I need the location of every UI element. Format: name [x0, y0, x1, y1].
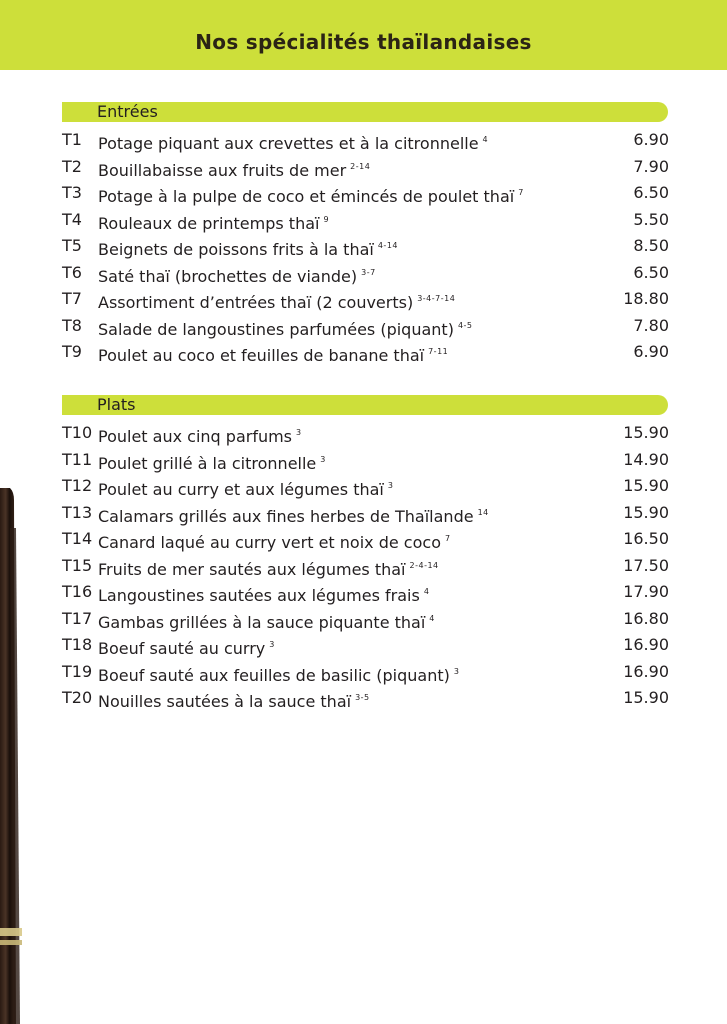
item-price: 15.90 — [623, 423, 669, 442]
item-name-text: Calamars grillés aux fines herbes de Thaïlande — [98, 506, 474, 526]
menu-item-row — [0, 339, 727, 365]
item-price: 15.90 — [623, 476, 669, 495]
item-allergens: 9 — [323, 214, 330, 224]
item-name-text: Poulet grillé à la citronnelle — [98, 453, 317, 473]
item-name-text: Canard laqué au curry vert et noix de coco — [98, 533, 441, 552]
item-code: T11 — [62, 449, 93, 469]
menu-item-row — [0, 180, 727, 206]
item-name — [98, 260, 376, 290]
item-code: T19 — [62, 661, 93, 681]
menu-item-row — [0, 260, 727, 286]
item-price: 6.50 — [633, 183, 669, 202]
item-code: T12 — [62, 476, 93, 495]
item-allergens: 3 — [453, 666, 460, 676]
item-name-text: Salade de langoustines parfumées (piquant) — [98, 319, 454, 339]
menu-item-row — [0, 233, 727, 259]
item-name-text: Beignets de poissons frits à la thaï — [98, 240, 374, 259]
item-price: 6.50 — [633, 262, 669, 282]
menu-item-row — [0, 154, 727, 180]
menu-item-row — [0, 420, 727, 446]
item-allergens: 4 — [482, 135, 489, 144]
item-code: T7 — [62, 289, 82, 308]
menu-item-row — [0, 286, 727, 312]
item-name — [98, 473, 393, 503]
item-allergens: 3-5 — [355, 693, 370, 702]
item-name — [98, 500, 489, 530]
item-code: T10 — [62, 423, 93, 442]
item-price: 16.80 — [623, 608, 669, 628]
item-code: T6 — [62, 262, 82, 282]
item-name — [98, 553, 439, 583]
item-name-text: Potage à la pulpe de coco et émincés de poulet thaï — [98, 187, 515, 206]
item-code: T16 — [62, 582, 93, 601]
item-name — [98, 606, 435, 636]
item-code: T14 — [62, 529, 93, 548]
item-allergens: 3-4-7-14 — [417, 294, 456, 303]
item-name-text: Saté thaï (brochettes de viande) — [98, 266, 358, 286]
item-code: T1 — [62, 130, 82, 149]
item-price: 17.90 — [623, 582, 669, 601]
item-price: 5.50 — [633, 209, 669, 229]
item-price: 6.90 — [633, 130, 669, 149]
item-name — [98, 526, 451, 556]
menu-item-row — [0, 207, 727, 233]
section-label-entrees: Entrées — [97, 102, 158, 121]
item-allergens: 4-14 — [377, 241, 398, 250]
item-price: 7.80 — [633, 315, 669, 335]
section-label-plats: Plats — [97, 395, 136, 414]
menu-item-row — [0, 127, 727, 153]
item-name — [98, 207, 329, 237]
item-code: T9 — [62, 342, 82, 361]
item-name-text: Boeuf sauté au curry — [98, 639, 266, 658]
item-code: T5 — [62, 236, 82, 255]
item-price: 8.50 — [633, 236, 669, 255]
menu-item-row — [0, 313, 727, 339]
menu-item-row — [0, 553, 727, 579]
item-allergens: 3 — [387, 481, 394, 490]
item-allergens: 3 — [320, 454, 326, 464]
item-name — [98, 127, 488, 157]
item-allergens: 3-7 — [361, 267, 376, 277]
item-price: 18.80 — [623, 289, 669, 308]
item-name-text: Poulet aux cinq parfums — [98, 427, 293, 446]
item-allergens: 7 — [444, 534, 451, 543]
item-allergens: 2-4-14 — [409, 560, 439, 570]
item-name-text: Nouilles sautées à la sauce thaï — [98, 692, 352, 711]
item-name — [98, 632, 275, 662]
menu-item-row — [0, 447, 727, 473]
item-name-text: Assortiment d’entrées thaï (2 couverts) — [98, 293, 414, 312]
section-bar-plats — [62, 395, 668, 415]
chopsticks-decoration — [0, 488, 24, 1024]
menu-item-row — [0, 659, 727, 685]
item-name — [98, 339, 448, 369]
item-name-text: Langoustines sautées aux légumes frais — [98, 586, 420, 605]
item-name — [98, 447, 326, 477]
item-price: 16.90 — [623, 661, 669, 681]
item-code: T8 — [62, 315, 82, 335]
item-code: T17 — [62, 608, 93, 628]
item-name-text: Bouillabaisse aux fruits de mer — [98, 160, 347, 180]
item-name — [98, 313, 473, 343]
menu-item-row — [0, 632, 727, 658]
item-allergens: 3 — [269, 640, 275, 649]
item-allergens: 7-11 — [428, 347, 449, 356]
item-code: T13 — [62, 502, 93, 522]
menu-item-row — [0, 579, 727, 605]
item-code: T4 — [62, 209, 82, 229]
item-price: 17.50 — [623, 555, 669, 575]
item-code: T3 — [62, 183, 82, 202]
item-name — [98, 286, 455, 316]
item-price: 16.90 — [623, 635, 669, 654]
item-code: T18 — [62, 635, 93, 654]
item-code: T2 — [62, 156, 82, 176]
menu-item-row — [0, 500, 727, 526]
item-price: 14.90 — [623, 449, 669, 469]
item-name — [98, 659, 459, 689]
item-name-text: Boeuf sauté aux feuilles de basilic (piquant) — [98, 665, 450, 685]
item-price: 16.50 — [623, 529, 669, 548]
item-code: T15 — [62, 555, 93, 575]
item-allergens: 4-5 — [457, 320, 473, 330]
item-price: 15.90 — [623, 502, 669, 522]
menu-item-row — [0, 526, 727, 552]
item-code: T20 — [62, 688, 93, 707]
item-allergens: 7 — [518, 188, 524, 197]
page-title: Nos spécialités thaïlandaises — [195, 30, 532, 54]
item-name — [98, 579, 429, 609]
item-name-text: Fruits de mer sautés aux légumes thaï — [98, 559, 406, 579]
item-name — [98, 154, 370, 184]
item-allergens: 14 — [477, 507, 489, 517]
item-name-text: Rouleaux de printemps thaï — [98, 213, 320, 233]
item-allergens: 3 — [296, 428, 302, 437]
item-name — [98, 420, 302, 450]
item-name — [98, 180, 524, 210]
item-name-text: Poulet au coco et feuilles de banane thaï — [98, 346, 425, 365]
item-price: 6.90 — [633, 342, 669, 361]
item-price: 15.90 — [623, 688, 669, 707]
menu-item-row — [0, 606, 727, 632]
item-name-text: Potage piquant aux crevettes et à la citronnelle — [98, 134, 479, 153]
item-allergens: 2-14 — [350, 161, 371, 171]
menu-item-row — [0, 685, 727, 711]
item-name-text: Gambas grillées à la sauce piquante thaï — [98, 612, 426, 632]
item-allergens: 4 — [429, 613, 435, 623]
item-price: 7.90 — [633, 156, 669, 176]
item-name-text: Poulet au curry et aux légumes thaï — [98, 480, 384, 499]
menu-item-row — [0, 473, 727, 499]
item-name — [98, 685, 370, 715]
item-allergens: 4 — [423, 587, 430, 596]
item-name — [98, 233, 398, 263]
